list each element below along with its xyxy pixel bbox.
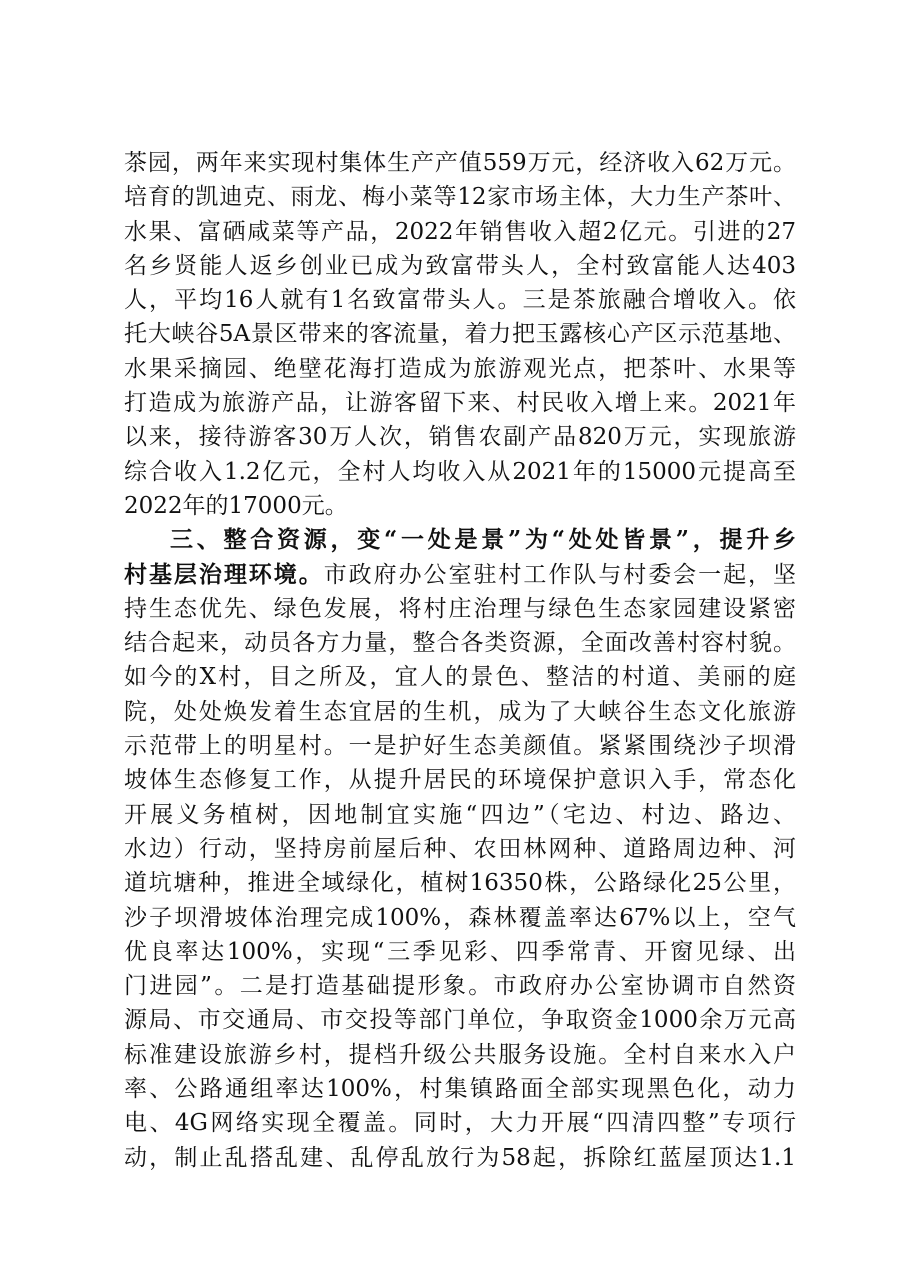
- text-line: 源局、市交通局、市交投等部门单位，争取资金1000余万元高: [124, 1007, 796, 1034]
- text-line: 优良率达100%，实现“三季见彩、四季常青、开窗见绿、出: [124, 938, 796, 965]
- text-line: 培育的凯迪克、雨龙、梅小菜等12家市场主体，大力生产茶叶、: [124, 184, 796, 211]
- text-line: 率、公路通组率达100%，村集镇路面全部实现黑色化，动力: [124, 1076, 796, 1103]
- text-line: 院，处处焕发着生态宜居的生机，成为了大峡谷生态文化旅游: [124, 698, 796, 725]
- text-line: 综合收入1.2亿元，全村人均收入从2021年的15000元提高至: [124, 458, 796, 485]
- section-heading-tail: 村基层治理环境。: [124, 560, 324, 588]
- text-line: 打造成为旅游产品，让游客留下来、村民收入增上来。2021年: [124, 390, 796, 417]
- text-line: 沙子坝滑坡体治理完成100%，森林覆盖率达67%以上，空气: [124, 904, 796, 931]
- text-line: 开展义务植树，因地制宜实施“四边”（宅边、村边、路边、: [124, 801, 796, 828]
- section-heading-continuation: [124, 558, 796, 592]
- text-line: 名乡贤能人返乡创业已成为致富带头人，全村致富能人达403: [124, 252, 796, 279]
- text-line: 标准建设旅游乡村，提档升级公共服务设施。全村自来水入户: [124, 1041, 796, 1068]
- paragraph-start: 市政府办公室驻村工作队与村委会一起，坚: [323, 561, 797, 588]
- text-line: 以来，接待游客30万人次，销售农副产品820万元，实现旅游: [124, 424, 796, 451]
- text-line: 结合起来，动员各方力量，整合各类资源，全面改善村容村貌。: [124, 630, 796, 657]
- text-line: 2022年的17000元。: [124, 492, 348, 519]
- text-line: 托大峡谷5A景区带来的客流量，着力把玉露核心产区示范基地、: [124, 321, 796, 348]
- text-line: 水边）行动，坚持房前屋后种、农田林网种、道路周边种、河: [124, 835, 796, 862]
- text-line: 人，平均16人就有1名致富带头人。三是茶旅融合增收入。依: [124, 287, 796, 314]
- text-line: 道坑塘种，推进全域绿化，植树16350株，公路绿化25公里，: [124, 870, 796, 897]
- text-line: 如今的X村，目之所及，宜人的景色、整洁的村道、美丽的庭: [124, 664, 796, 691]
- text-line: 门进园”。二是打造基础提形象。市政府办公室协调市自然资: [124, 973, 796, 1000]
- text-line: 茶园，两年来实现村集体生产产值559万元，经济收入62万元。: [124, 150, 796, 176]
- text-line: 水果采摘园、绝壁花海打造成为旅游观光点，把茶叶、水果等: [124, 355, 796, 382]
- text-line: 水果、富硒咸菜等产品，2022年销售收入超2亿元。引进的27: [124, 218, 796, 245]
- text-line: 坡体生态修复工作，从提升居民的环境保护意识入手，常态化: [124, 767, 796, 794]
- section-heading: 三、整合资源，变“一处是景”为“处处皆景”，提升乡: [170, 526, 796, 554]
- text-line: 示范带上的明星村。一是护好生态美颜值。紧紧围绕沙子坝滑: [124, 733, 796, 760]
- text-line: 电、4G网络实现全覆盖。同时，大力开展“四清四整”专项行: [124, 1110, 796, 1137]
- text-line: 动，制止乱搭乱建、乱停乱放行为58起，拆除红蓝屋顶达1.1: [124, 1144, 796, 1171]
- text-line: 持生态优先、绿色发展，将村庄治理与绿色生态家园建设紧密: [124, 595, 796, 622]
- body-text: [124, 146, 796, 1175]
